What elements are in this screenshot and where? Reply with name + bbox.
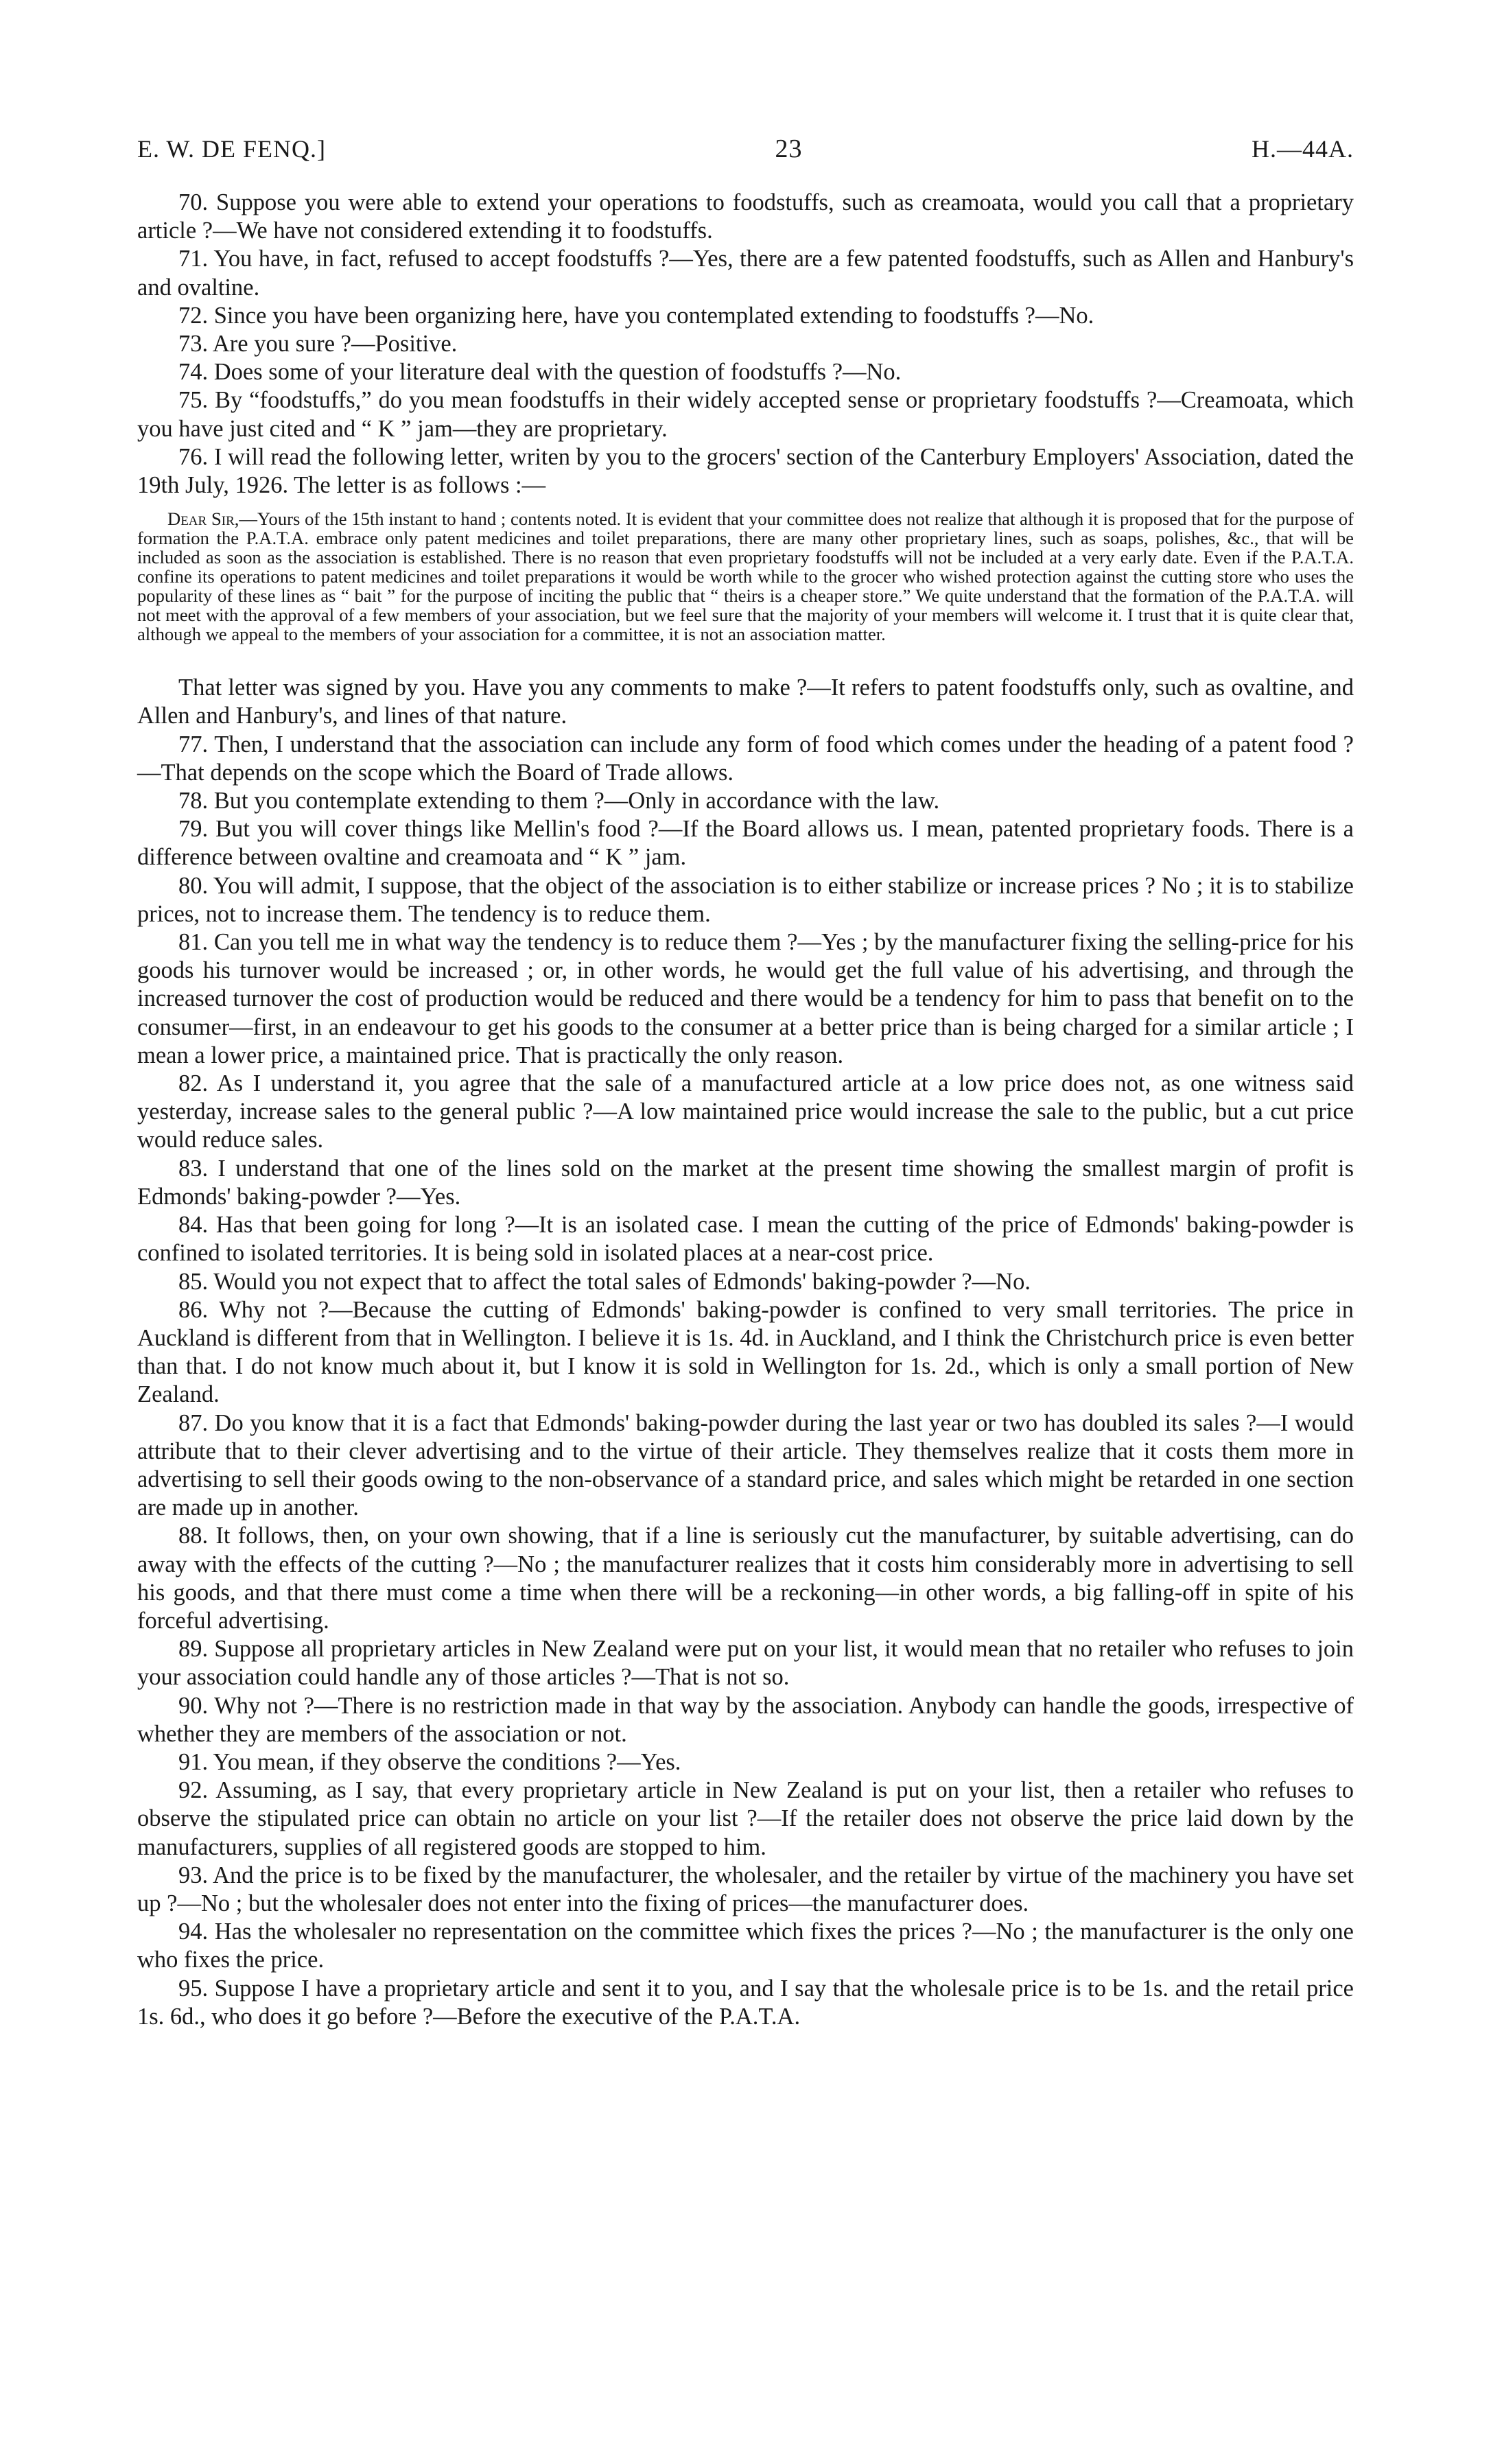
question-answer-paragraph: 80. You will admit, I suppose, that the object of the association is to either stabilize or increase prices ? No ; it is to stabilize prices, not to increase them. The tendency is to reduce them. [137, 872, 1354, 927]
question-answer-paragraph: 85. Would you not expect that to affect the total sales of Edmonds' baking-powder ?—No. [178, 1268, 1031, 1295]
question-answer-paragraph: 87. Do you know that it is a fact that Edmonds' baking-powder during the last year or two has doubled its sales ?—I would attribute that to their clever advertising and to the virtue of their article. They themselves realize that it costs them more in advertising to sell their goods owing to the non-observance of a standard price, and sales which might be retarded in one section are made up in another. [137, 1409, 1354, 1521]
question-answer-paragraph: 71. You have, in fact, refused to accept foodstuffs ?—Yes, there are a few patented foodstuffs, such as Allen and Hanbury's and ovaltine. [137, 246, 1354, 301]
question-answer-paragraph: 83. I understand that one of the lines sold on the market at the present time showing the smallest margin of profit is Edmonds' baking-powder ?—Yes. [137, 1155, 1354, 1210]
paragraphs-before-letter [137, 189, 1354, 500]
question-answer-paragraph: 91. You mean, if they observe the conditions ?—Yes. [178, 1748, 681, 1775]
document-page [137, 134, 1354, 2031]
question-answer-paragraph: 72. Since you have been organizing here, have you contemplated extending to foodstuffs ?—No. [178, 302, 1094, 329]
document-body [137, 189, 1354, 2031]
question-answer-paragraph: 94. Has the wholesaler no representation on the committee which fixes the prices ?—No ; the manufacturer is the only one who fixes the price. [137, 1919, 1354, 1973]
question-answer-paragraph: 89. Suppose all proprietary articles in New Zealand were put on your list, it would mean that no retailer who refuses to join your association could handle any of those articles ?—That is not so. [137, 1636, 1354, 1691]
question-answer-paragraph: 88. It follows, then, on your own showing, that if a line is seriously cut the manufacturer, by suitable advertising, can do away with the effects of the cutting ?—No ; the manufacturer realizes that it costs him considerably more in advertising to sell his goods, and that there must come a time when there will be a reckoning—in other words, a big falling-off in spite of his forceful advertising. [137, 1523, 1354, 1634]
question-answer-paragraph: 92. Assuming, as I say, that every proprietary article in New Zealand is put on your list, then a retailer who refuses to observe the stipulated price can obtain no article on your list ?—If the retailer does not observe the price laid down by the manufacturers, supplies of all registered goods are stopped to him. [137, 1777, 1354, 1860]
question-answer-paragraph: 84. Has that been going for long ?—It is an isolated case. I mean the cutting of the price of Edmonds' baking-powder is confined to isolated territories. It is being sold in isolated places at a near-cost price. [137, 1212, 1354, 1267]
question-answer-paragraph: 90. Why not ?—There is no restriction made in that way by the association. Anybody can handle the goods, irrespective of whether they are members of the association or not. [137, 1692, 1354, 1747]
question-answer-paragraph: 76. I will read the following letter, writen by you to the grocers' section of the Canterbury Employers' Association, dated the 19th July, 1926. The letter is as follows :— [137, 443, 1354, 499]
question-answer-paragraph: 86. Why not ?—Because the cutting of Edmonds' baking-powder is confined to very small territories. The price in Auckland is different from that in Wellington. I believe it is 1s. 4d. in Auckland, and I think the Christchurch price is even better than that. I do not know much about it, but I know it is sold in Wellington for 1s. 2d., which is only a small portion of New Zealand. [137, 1296, 1354, 1408]
question-answer-paragraph: 82. As I understand it, you agree that the sale of a manufactured article at a low price does not, as one witness said yesterday, increase sales to the general public ?—A low maintained price would increase the sale to the public, but a cut price would reduce sales. [137, 1070, 1354, 1153]
question-answer-paragraph: 81. Can you tell me in what way the tendency is to reduce them ?—Yes ; by the manufacturer fixing the selling-price for his goods his turnover would be increased ; or, in other words, he would get the full value of his advertising, and through the increased turnover the cost of production would be reduced and there would be a tendency for him to pass that benefit on to the consumer—first, in an endeavour to get his goods to the consumer at a better price than is being charged for a similar article ; I mean a lower price, a maintained price. That is practically the only reason. [137, 929, 1354, 1068]
question-answer-paragraph: 93. And the price is to be fixed by the manufacturer, the wholesaler, and the retailer by virtue of the machinery you have set up ?—No ; but the wholesaler does not enter into the fixing of prices—the manufacturer does. [137, 1862, 1354, 1916]
page-header [137, 134, 1354, 175]
question-answer-paragraph: 75. By “foodstuffs,” do you mean foodstuffs in their widely accepted sense or proprietary foodstuffs ?—Creamoata, which you have just cited and “ K ” jam—they are proprietary. [137, 387, 1354, 442]
question-answer-paragraph: 70. Suppose you were able to extend your operations to foodstuffs, such as creamoata, would you call that a proprietary article ?—We have not considered extending it to foodstuffs. [137, 189, 1354, 244]
question-answer-paragraph: 73. Are you sure ?—Positive. [178, 331, 458, 357]
paragraphs-after-letter [137, 674, 1354, 2031]
question-answer-paragraph: 77. Then, I understand that the association can include any form of food which comes under the heading of a patent food ?—That depends on the scope which the Board of Trade allows. [137, 731, 1354, 786]
letter-salutation: Dear Sir, [167, 508, 239, 530]
header-paper-reference: H.—44A. [1252, 135, 1354, 163]
header-witness-name: E. W. DE FENQ.] [137, 135, 326, 163]
question-answer-paragraph: 79. But you will cover things like Mellin's food ?—If the Board allows us. I mean, patented proprietary foods. There is a difference between ovaltine and creamoata and “ K ” jam. [137, 816, 1354, 871]
letter-text: —Yours of the 15th instant to hand ; contents noted. It is evident that your committee does not realize that although it is proposed that for the purpose of formation the P.A.T.A. embrace only patent medicines and toilet preparations, there are many other proprietary lines, such as soaps, polishes, &c., that will be included as soon as the association is established. There is no reason that even proprietary foodstuffs will not be included at a very early date. Even if the P.A.T.A. confine its operations to patent medicines and toilet preparations it would be worth while to the grocer who wished protection against the cutting store who uses the popularity of these lines as “ bait ” for the purpose of inciting the public that “ theirs is a cheaper store.” We quite understand that the formation of the P.A.T.A. will not meet with the approval of a few members of your association, but we feel sure that the majority of your members will welcome it. I trust that it is quite clear that, although we appeal to the members of your association for a committee, it is not an association matter. [137, 508, 1354, 645]
quoted-letter [137, 509, 1354, 644]
page-number: 23 [775, 134, 803, 163]
question-answer-paragraph: That letter was signed by you. Have you any comments to make ?—It refers to patent foodstuffs only, such as ovaltine, and Allen and Hanbury's, and lines of that nature. [137, 674, 1354, 729]
question-answer-paragraph: 74. Does some of your literature deal with the question of foodstuffs ?—No. [178, 359, 902, 386]
question-answer-paragraph: 95. Suppose I have a proprietary article and sent it to you, and I say that the wholesale price is to be 1s. and the retail price 1s. 6d., who does it go before ?—Before the executive of the P.A.T.A. [137, 1975, 1354, 2030]
question-answer-paragraph: 78. But you contemplate extending to them ?—Only in accordance with the law. [178, 788, 940, 814]
